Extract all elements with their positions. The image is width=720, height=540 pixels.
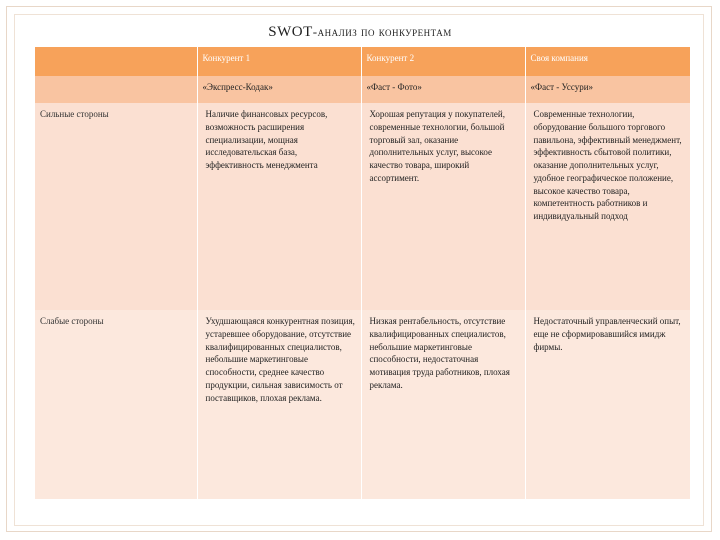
name-own-company: «Фаст - Уссури» [525,76,690,103]
company-names-row [35,76,690,103]
name-competitor-2: «Фаст - Фото» [361,76,525,103]
strengths-own-company: Современные технологии, оборудование большого торгового павильона, эффективный менеджмент, эффективность сбытовой политики, оказание дополнительных услуг, удобное географическое положение, высокое качество товара, компетентность работников и индивидуальный подход [525,103,690,310]
header-corner-cell [35,47,197,76]
names-corner-cell [35,76,197,103]
swot-table [35,47,690,499]
weaknesses-label: Слабые стороны [35,310,197,499]
name-competitor-1: «Экспресс-Кодак» [197,76,361,103]
header-competitor-1: Конкурент 1 [197,47,361,76]
weaknesses-competitor-1: Ухудшающаяся конкурентная позиция, устаревшее оборудование, отсутствие квалифицированных специалистов, небольшие маркетинговые способности, среднее качество продукции, сильная зависимость от поставщиков, плохая реклама. [197,310,361,499]
header-own-company: Своя компания [525,47,690,76]
weaknesses-competitor-2: Низкая рентабельность, отсутствие квалифицированных специалистов, небольшие маркетинговые способности, недостаточная мотивация труда работников, плохая реклама. [361,310,525,499]
header-row [35,47,690,76]
strengths-competitor-2: Хорошая репутация у покупателей, современные технологии, большой торговый зал, оказание дополнительных услуг, высокое качество товара, широкий ассортимент. [361,103,525,310]
header-competitor-2: Конкурент 2 [361,47,525,76]
strengths-competitor-1: Наличие финансовых ресурсов, возможность расширения специализации, мощная исследовательская база, эффективность менеджмента [197,103,361,310]
weaknesses-row [35,310,690,499]
strengths-row [35,103,690,310]
weaknesses-own-company: Недостаточный управленческий опыт, еще не сформировавшийся имидж фирмы. [525,310,690,499]
title-rest: -анализ по конкурентам [312,24,452,39]
slide-title [0,24,720,41]
strengths-label: Сильные стороны [35,103,197,310]
title-prefix: SWOT [268,24,313,40]
